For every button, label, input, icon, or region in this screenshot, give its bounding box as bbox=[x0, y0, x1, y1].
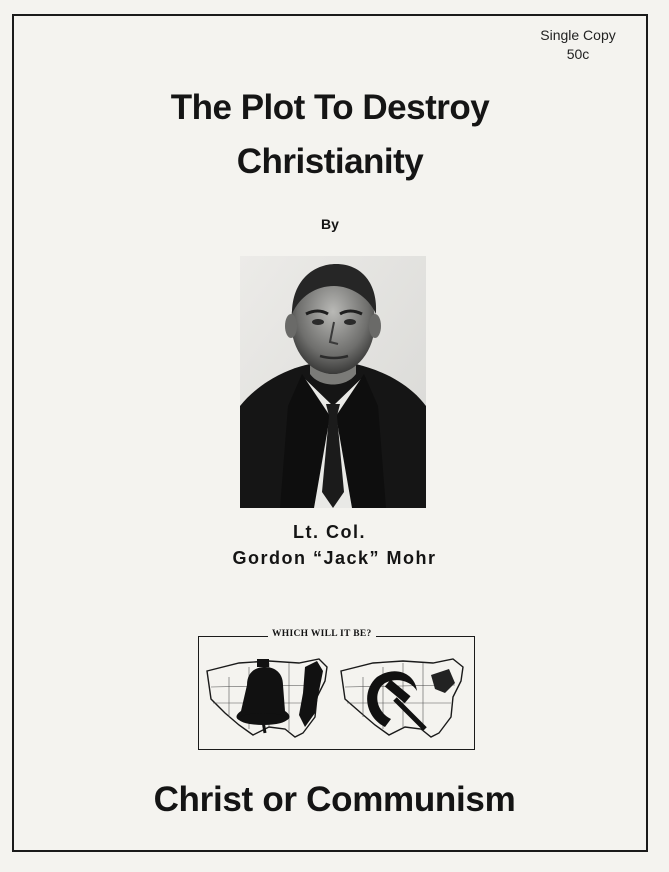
slogan: Christ or Communism bbox=[153, 780, 516, 819]
byline: By bbox=[321, 216, 339, 232]
maps-caption: WHICH WILL IT BE? bbox=[268, 629, 376, 639]
price-label bbox=[523, 26, 633, 64]
portrait-drawing bbox=[240, 256, 426, 508]
author-rank: Lt. Col. bbox=[293, 522, 366, 542]
title-line-2: Christianity bbox=[236, 142, 424, 181]
title-line-1: The Plot To Destroy bbox=[170, 88, 490, 127]
price-line-single-copy: Single Copy bbox=[540, 27, 616, 43]
liberty-bell-icon bbox=[237, 659, 290, 733]
author-portrait bbox=[240, 256, 426, 508]
author-name: Gordon “Jack” Mohr bbox=[232, 548, 437, 568]
price-line-amount: 50c bbox=[566, 46, 590, 62]
us-maps-drawing bbox=[199, 637, 473, 748]
hammer-and-sickle-icon bbox=[367, 671, 425, 729]
which-will-it-be-illustration bbox=[198, 636, 475, 750]
